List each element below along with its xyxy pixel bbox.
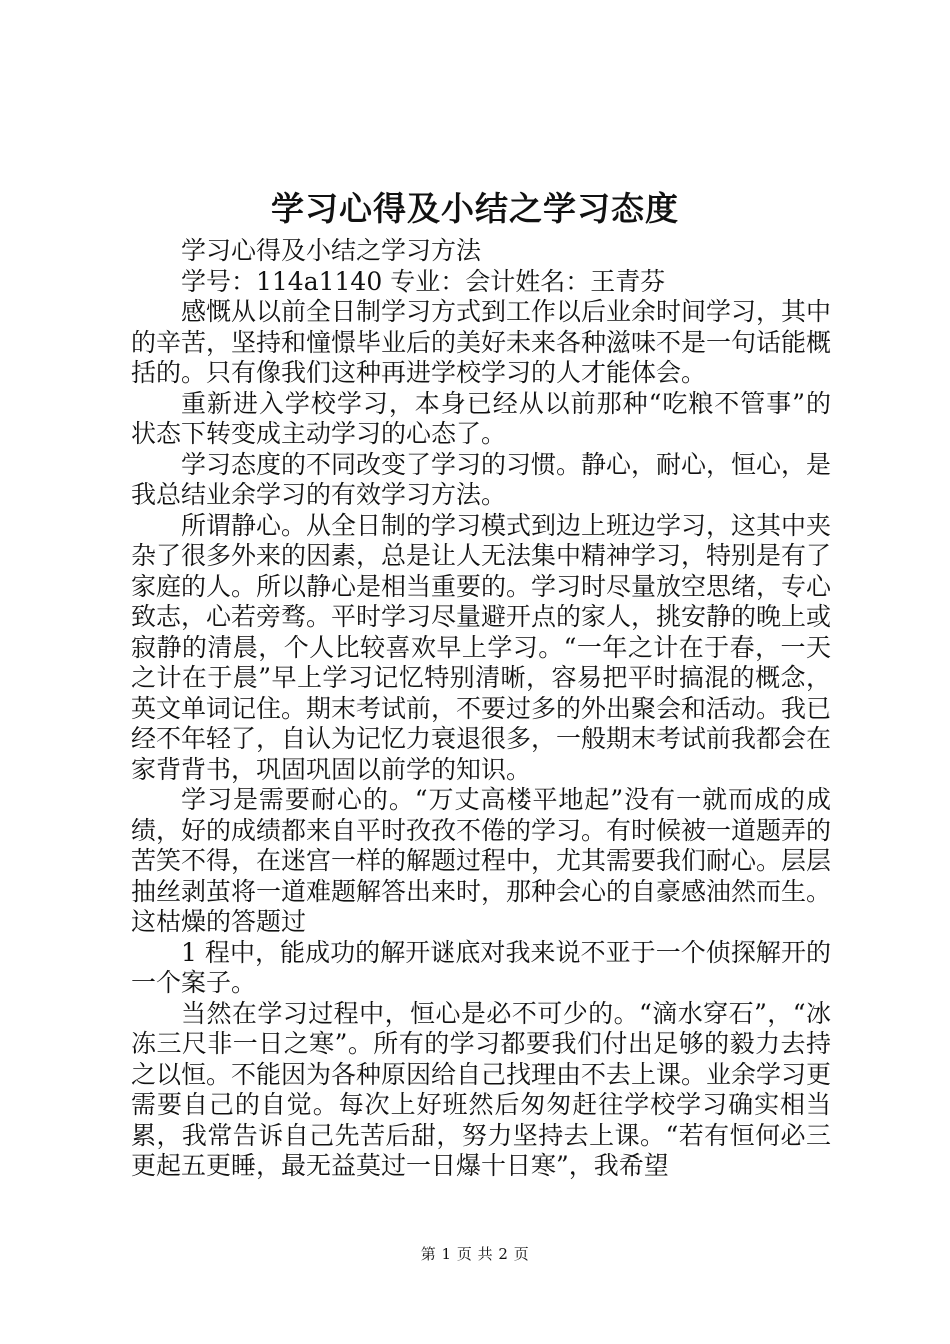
- paragraph: 所谓静心。从全日制的学习模式到边上班边学习，这其中夹杂了很多外来的因素，总是让人无法集中精神学习，特别是有了家庭的人。所以静心是相当重要的。学习时尽量放空思绪，专心致志，心若旁骛。平时学习尽量避开点的家人，挑安静的晚上或寂静的清晨，个人比较喜欢早上学习。“一年之计在于春，一天之计在于晨”早上学习记忆特别清晰，容易把平时搞混的概念，英文单词记住。期末考试前，不要过多的外出聚会和活动。我已经不年轻了，自认为记忆力衰退很多，一般期末考试前我都会在家背背书，巩固巩固以前学的知识。: [131, 510, 832, 784]
- document-body: [131, 236, 831, 1182]
- document-title: 学习心得及小结之学习态度: [271, 189, 679, 228]
- paragraph: 学号：114a1140 专业：会计姓名：王青芬: [181, 266, 666, 296]
- paragraph: 1 程中，能成功的解开谜底对我来说不亚于一个侦探解开的一个案子。: [131, 937, 831, 997]
- paragraph: 学习是需要耐心的。“万丈高楼平地起”没有一就而成的成绩，好的成绩都来自平时孜孜不倦的学习。有时候被一道题弄的苦笑不得，在迷宫一样的解题过程中，尤其需要我们耐心。层层抽丝剥茧将一道难题解答出来时，那种会心的自豪感油然而生。这枯燥的答题过: [131, 785, 832, 936]
- paragraph: 当然在学习过程中，恒心是必不可少的。“滴水穿石”，“冰冻三尺非一日之寒”。所有的学习都要我们付出足够的毅力去持之以恒。不能因为各种原因给自己找理由不去上课。业余学习更需要自己的自觉。每次上好班然后匆匆赶往学校学习确实相当累，我常告诉自己先苦后甜，努力坚持去上课。“若有恒何必三更起五更睡，最无益莫过一日爆十日寒”，我希望: [131, 998, 832, 1180]
- page-number-footer: 第 1 页 共 2 页: [420, 1245, 530, 1263]
- paragraph: 重新进入学校学习，本身已经从以前那种“吃粮不管事”的状态下转变成主动学习的心态了。: [131, 388, 831, 448]
- paragraph: 学习态度的不同改变了学习的习惯。静心，耐心，恒心，是我总结业余学习的有效学习方法。: [131, 449, 832, 509]
- paragraph: 感慨从以前全日制学习方式到工作以后业余时间学习，其中的辛苦，坚持和憧憬毕业后的美好未来各种滋味不是一句话能概括的。只有像我们这种再进学校学习的人才能体会。: [131, 297, 832, 387]
- paragraph: 学习心得及小结之学习方法: [181, 236, 482, 265]
